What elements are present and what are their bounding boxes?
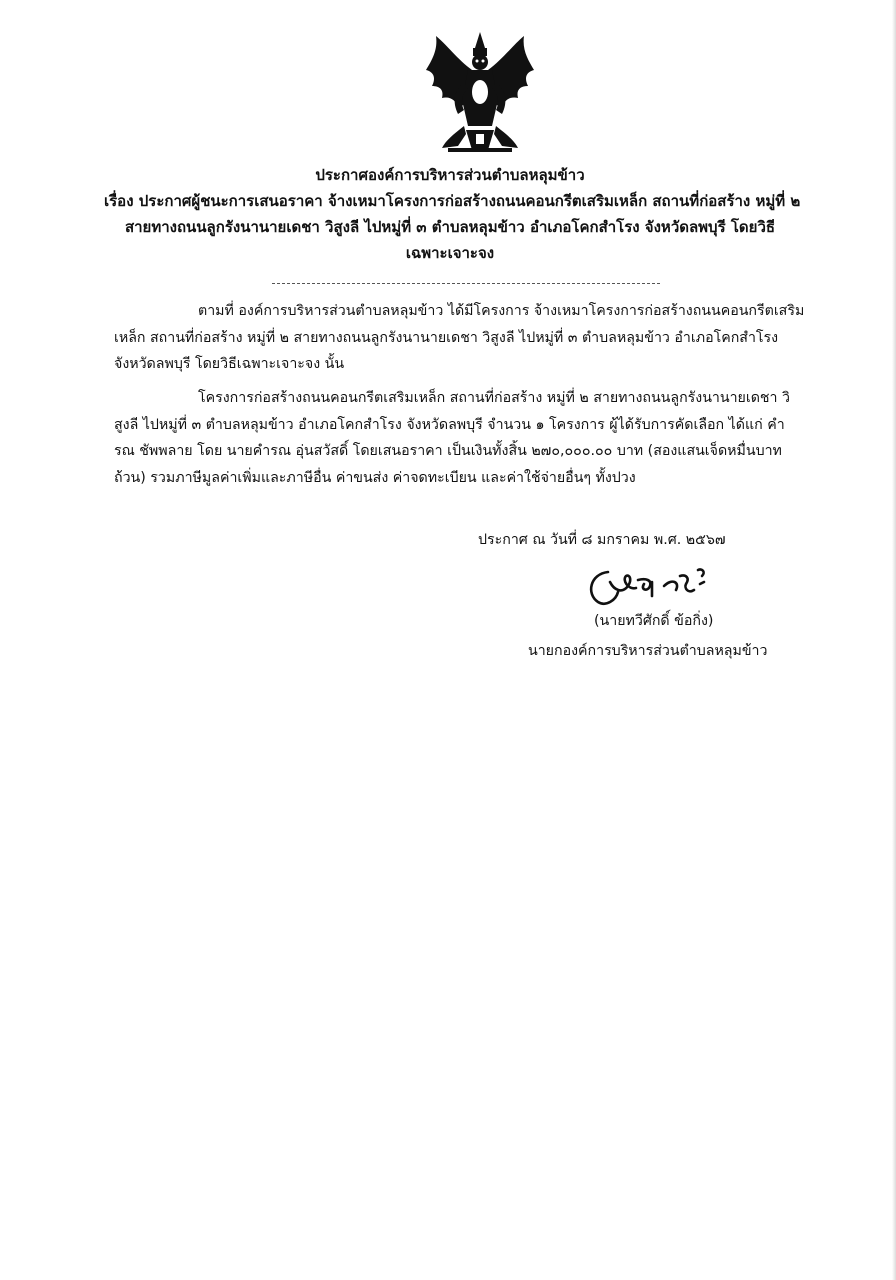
paragraph-line: สูงลี ไปหมู่ที่ ๓ ตำบลหลุมข้าว อำเภอโคกสำโรง จังหวัดลพบุรี จำนวน ๑ โครงการ ผู้ได้รับการคัดเลือก ได้แก่ คำ: [114, 416, 785, 433]
body-paragraph-1: [114, 298, 834, 378]
announcement-header: [104, 162, 801, 266]
dashed-divider: [272, 283, 660, 284]
announcement-subject-line: เรื่อง ประกาศผู้ชนะการเสนอราคา จ้างเหมาโครงการก่อสร้างถนนคอนกรีตเสริมเหล็ก สถานที่ก่อสร้าง หมู่ที่ ๒: [104, 192, 801, 210]
garuda-emblem-icon: [418, 30, 542, 156]
paragraph-line: เหล็ก สถานที่ก่อสร้าง หมู่ที่ ๒ สายทางถนนลูกรังนานายเดชา วิสูงลี ไปหมู่ที่ ๓ ตำบลหลุมข้าว อำเภอโคกสำโรง: [114, 329, 779, 346]
paragraph-line: ตามที่ องค์การบริหารส่วนตำบลหลุมข้าว ได้มีโครงการ จ้างเหมาโครงการก่อสร้างถนนคอนกรีตเสริม: [198, 303, 805, 319]
paragraph-line: ถ้วน) รวมภาษีมูลค่าเพิ่มและภาษีอื่น ค่าขนส่ง ค่าจดทะเบียน และค่าใช้จ่ายอื่นๆ ทั้งปวง: [114, 469, 636, 486]
paragraph-line: จังหวัดลพบุรี โดยวิธีเฉพาะเจาะจง นั้น: [114, 356, 345, 372]
signer-name: (นายทวีศักดิ์ ข้อกิ่ง): [594, 613, 714, 629]
announcement-subject-line: สายทางถนนลูกรังนานายเดชา วิสูงลี ไปหมู่ที่ ๓ ตำบลหลุมข้าว อำเภอโคกสำโรง จังหวัดลพบุรี โดยวิธี: [124, 218, 776, 236]
announcement-subject-line: เฉพาะเจาะจง: [405, 244, 495, 262]
scan-edge-shadow: [892, 0, 896, 1280]
announcement-date: ประกาศ ณ วันที่ ๘ มกราคม พ.ศ. ๒๕๖๗: [478, 532, 726, 548]
body-paragraph-2: [114, 385, 834, 491]
paragraph-line: รณ ชัพพลาย โดย นายคำรณ อุ่นสวัสดิ์ โดยเสนอราคา เป็นเงินทั้งสิ้น ๒๗๐,๐๐๐.๐๐ บาท (สองแสนเจ็ดหมื่นบาท: [114, 443, 782, 459]
announcement-title: ประกาศองค์การบริหารส่วนตำบลหลุมข้าว: [315, 166, 585, 184]
signer-position: นายกองค์การบริหารส่วนตำบลหลุมข้าว: [528, 643, 768, 659]
handwritten-signature: [580, 560, 730, 612]
paragraph-line: โครงการก่อสร้างถนนคอนกรีตเสริมเหล็ก สถานที่ก่อสร้าง หมู่ที่ ๒ สายทางถนนลูกรังนานายเดชา วิ: [198, 390, 790, 406]
